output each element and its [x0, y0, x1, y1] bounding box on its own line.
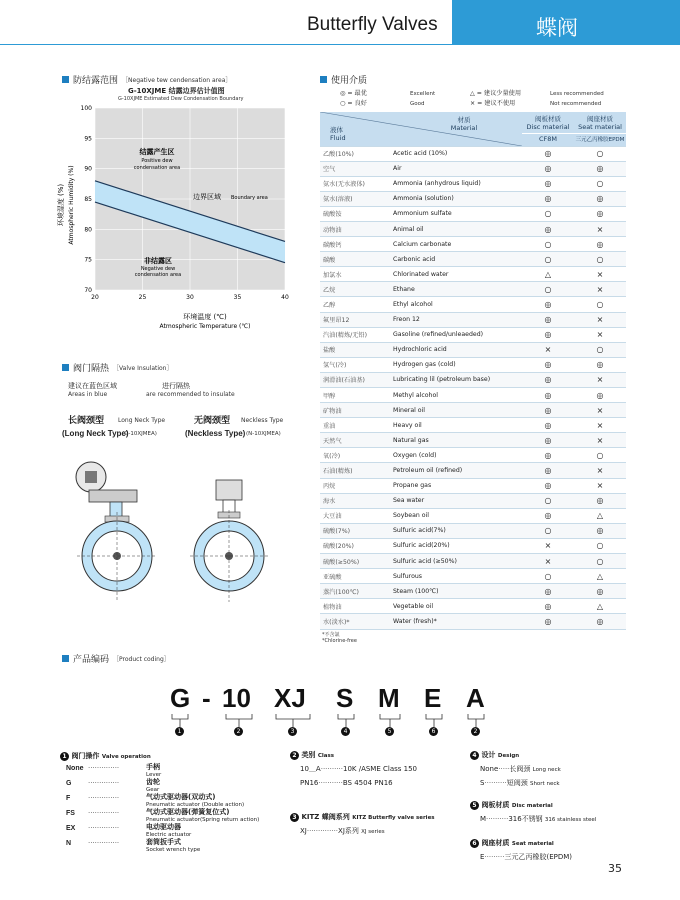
- fluid-name-en: Soybean oil: [390, 508, 522, 523]
- list-item: None ·············· 手柄 Lever: [66, 763, 162, 778]
- operation-code: N: [66, 840, 72, 847]
- disc-rating: ○: [522, 206, 574, 221]
- table-row: [320, 403, 626, 418]
- y-tick-label: 90: [84, 165, 92, 173]
- fluid-name-en: Freon 12: [390, 312, 522, 327]
- list-item: FS ·············· 气动式驱动器(弹簧复位式) Pneumatic actuator(Spring return action): [66, 808, 260, 823]
- operation-code: FS: [66, 810, 75, 817]
- disc-rating: ◎: [522, 191, 574, 206]
- ylabel-cn: 环境湿度 (%): [57, 183, 65, 227]
- fluid-name-en: Ethyl alcohol: [390, 297, 522, 312]
- seat-rating: ×: [574, 267, 626, 282]
- y-tick-label: 85: [84, 196, 92, 203]
- y-tick-label: 70: [84, 287, 92, 294]
- y-tick-label: 100: [80, 105, 92, 112]
- media-table: [320, 112, 626, 630]
- fluid-name-cn: 乙醇: [320, 297, 390, 312]
- fluid-name-cn: 硫酸(≥50%): [320, 554, 390, 569]
- fluid-name-en: Sulfuric acid(7%): [390, 523, 522, 538]
- fluid-name-cn: 甲醇: [320, 388, 390, 403]
- fluid-name-cn: 氨水(溶液): [320, 191, 390, 206]
- long-neck-valve-drawing: [55, 450, 165, 620]
- section-square-icon: [62, 655, 69, 662]
- footnote-cn: *不含氯: [322, 632, 340, 638]
- insulate-cn: 进行隔热: [162, 382, 190, 390]
- blue-area-cn: 建议在蓝色区域: [68, 382, 117, 390]
- region-negative-en2: condensation area: [134, 272, 182, 278]
- chart-title-cn: G-10XJME 结露边界估计值图: [128, 87, 225, 95]
- disc-rating: ×: [522, 342, 574, 357]
- table-row: [320, 388, 626, 403]
- region-negative-en1: Negative dew: [140, 266, 176, 272]
- disc-rating: ○: [522, 237, 574, 252]
- seat-material-header: 阀座材质 Seat material 三元乙丙橡胶EPDM: [574, 112, 626, 146]
- seat-rating: ◎: [574, 493, 626, 508]
- operation-en: Pneumatic actuator (Double action): [146, 802, 245, 808]
- region-negative-cn: 非结露区: [144, 257, 172, 265]
- operation-en: Electric actuator: [146, 832, 192, 838]
- fluid-name-en: Petroleum oil (refined): [390, 463, 522, 478]
- operation-cn: 电动驱动器: [146, 823, 181, 831]
- disc-rating: ×: [522, 538, 574, 553]
- fluid-name-cn: 植物油: [320, 599, 390, 614]
- seat-material-row: E·········三元乙丙橡胶(EPDM): [480, 853, 573, 861]
- fluid-name-en: Acetic acid (10%): [390, 146, 522, 161]
- seat-rating: ×: [574, 433, 626, 448]
- fluid-name-cn: 空气: [320, 161, 390, 176]
- table-row: [320, 161, 626, 176]
- class-row-pn16: PN16···········BS 4504 PN16: [300, 779, 393, 787]
- fluid-name-en: Chlorinated water: [390, 267, 522, 282]
- table-row: [320, 433, 626, 448]
- fluid-name-en: Calcium carbonate: [390, 237, 522, 252]
- fluid-name-en: Ammonia (anhydrous liquid): [390, 176, 522, 191]
- fluid-name-en: Oxygen (cold): [390, 448, 522, 463]
- table-row: [320, 584, 626, 599]
- table-row: [320, 372, 626, 387]
- fluid-name-cn: 蒸汽(100℃): [320, 584, 390, 599]
- fluid-name-cn: 氨水(无水液体): [320, 176, 390, 191]
- operation-code: EX: [66, 825, 76, 832]
- fluid-name-cn: 汽油(精炼/无铅): [320, 327, 390, 342]
- series-row: XJ··············XJ系列 XJ series: [300, 827, 385, 835]
- header-title: Butterfly Valves: [307, 14, 438, 35]
- code-letter-10: 10: [222, 683, 251, 713]
- operation-en: Pneumatic actuator(Spring return action): [146, 817, 260, 823]
- code-letter-s: S: [336, 683, 354, 713]
- table-row: [320, 252, 626, 267]
- disc-rating: ×: [522, 554, 574, 569]
- disc-rating: ◎: [522, 297, 574, 312]
- disc-rating: ○: [522, 282, 574, 297]
- disc-rating: ◎: [522, 599, 574, 614]
- fluid-name-en: Carbonic acid: [390, 252, 522, 267]
- class-title: 2 类别 Class: [290, 751, 334, 761]
- code-dash: -: [202, 683, 211, 713]
- seat-rating: ○: [574, 176, 626, 191]
- disc-material-row: M··········316不锈钢 316 stainless steel: [480, 815, 597, 823]
- operation-cn: 手柄: [146, 763, 160, 771]
- xlabel-en: Atmospheric Temperature (℃): [159, 323, 251, 330]
- x-tick-label: 30: [186, 294, 194, 301]
- seat-rating: ◎: [574, 388, 626, 403]
- table-row: [320, 191, 626, 206]
- footnote-en: *Chlorine-free: [322, 638, 357, 644]
- operation-en: Socket wrench type: [146, 847, 201, 853]
- disc-rating: ◎: [522, 463, 574, 478]
- seat-rating: ○: [574, 448, 626, 463]
- disc-rating: ◎: [522, 584, 574, 599]
- xlabel-cn: 环境温度 (℃): [183, 313, 227, 321]
- fluid-name-en: Ethane: [390, 282, 522, 297]
- disc-rating: ◎: [522, 403, 574, 418]
- table-row: [320, 312, 626, 327]
- page-number: 35: [608, 862, 622, 875]
- fluid-name-cn: 润滑油(石油基): [320, 372, 390, 387]
- fluid-name-cn: 海水: [320, 493, 390, 508]
- insulate-en: are recommended to insulate: [146, 391, 235, 398]
- long-neck-cn: 长阀颈型: [68, 416, 105, 426]
- disc-rating: ◎: [522, 388, 574, 403]
- table-row: [320, 221, 626, 236]
- fluid-name-en: Heavy oil: [390, 418, 522, 433]
- operation-en: Lever: [146, 772, 162, 778]
- fluid-name-en: Vegetable oil: [390, 599, 522, 614]
- y-tick-label: 80: [84, 226, 92, 234]
- operation-en: Gear: [146, 787, 160, 793]
- fluid-name-cn: 氧(冷): [320, 448, 390, 463]
- table-row: [320, 267, 626, 282]
- neckless-en-small: Neckless Type: [241, 417, 284, 424]
- x-tick-label: 25: [138, 294, 147, 301]
- chart-title-en: G-10XJME Estimated Dew Condensation Boundary: [118, 96, 244, 102]
- disc-rating: ○: [522, 493, 574, 508]
- table-header-row: [320, 112, 626, 146]
- fluid-name-cn: 碳酸: [320, 252, 390, 267]
- fluid-name-cn: 矿物油: [320, 403, 390, 418]
- table-row: [320, 523, 626, 538]
- fluid-name-cn: 盐酸: [320, 342, 390, 357]
- design-title: 4 设计 Design: [470, 751, 519, 761]
- fluid-name-cn: 硫酸铵: [320, 206, 390, 221]
- table-row: [320, 478, 626, 493]
- disc-rating: ◎: [522, 146, 574, 161]
- fluid-name-cn: 大豆油: [320, 508, 390, 523]
- table-row: [320, 297, 626, 312]
- long-neck-en-small: Long Neck Type: [118, 417, 166, 424]
- operation-code: G: [66, 780, 72, 787]
- table-row: [320, 569, 626, 584]
- fluid-name-en: Ammonia (solution): [390, 191, 522, 206]
- table-row: [320, 493, 626, 508]
- valve-operation-title: 1 阀门操作 Valve operation: [60, 752, 151, 762]
- condensation-chart: [55, 100, 305, 340]
- section-square-icon: [320, 76, 327, 83]
- neckless-cn: 无阀颈型: [194, 416, 231, 426]
- series-title: 3 KITZ 蝶阀系列 KITZ Butterfly valve series: [290, 813, 435, 823]
- neckless-en: (Neckless Type): [185, 429, 246, 438]
- seat-rating: ◎: [574, 614, 626, 629]
- code-letter-e: E: [424, 683, 442, 713]
- seat-rating: ○: [574, 554, 626, 569]
- x-tick-label: 40: [281, 294, 289, 301]
- fluid-name-cn: 氟里昂12: [320, 312, 390, 327]
- header-rule: [0, 44, 680, 45]
- fluid-name-cn: 乙酸(10%): [320, 146, 390, 161]
- table-row: [320, 614, 626, 629]
- seat-rating: ◎: [574, 161, 626, 176]
- x-tick-label: 20: [91, 294, 99, 301]
- fluid-name-cn: 石油(精炼): [320, 463, 390, 478]
- seat-rating: ×: [574, 478, 626, 493]
- list-item: EX ·············· 电动驱动器 Electric actuator: [66, 823, 192, 838]
- table-row: [320, 508, 626, 523]
- operation-cn: 齿轮: [146, 778, 160, 786]
- code-marker-5: 5: [385, 727, 394, 736]
- region-boundary-en: Boundary area: [231, 195, 268, 201]
- table-row: [320, 463, 626, 478]
- disc-rating: △: [522, 267, 574, 282]
- seat-rating: ×: [574, 463, 626, 478]
- region-boundary-cn: 边界区域: [193, 193, 221, 201]
- seat-rating: ×: [574, 282, 626, 297]
- seat-rating: ◎: [574, 191, 626, 206]
- disc-rating: ◎: [522, 448, 574, 463]
- seat-rating: ○: [574, 538, 626, 553]
- disc-rating: ◎: [522, 418, 574, 433]
- fluid-name-cn: 硫酸(20%): [320, 538, 390, 553]
- seat-rating: ×: [574, 372, 626, 387]
- fluid-name-en: Steam (100℃): [390, 584, 522, 599]
- fluid-name-cn: 加氯水: [320, 267, 390, 282]
- disc-rating: ○: [522, 252, 574, 267]
- table-row: [320, 237, 626, 252]
- code-brackets: [170, 712, 500, 736]
- table-row: [320, 538, 626, 553]
- fluid-name-en: Water (fresh)*: [390, 614, 522, 629]
- fluid-name-en: Sea water: [390, 493, 522, 508]
- fluid-name-en: Sulfuric acid(20%): [390, 538, 522, 553]
- fluid-name-en: Sulfuric acid (≥50%): [390, 554, 522, 569]
- condensation-heading: 防结露范围 ［Negative tew cendensation area］: [62, 73, 231, 86]
- seat-rating: ×: [574, 327, 626, 342]
- code-marker-6: 6: [429, 727, 438, 736]
- disc-rating: ◎: [522, 433, 574, 448]
- table-row: [320, 282, 626, 297]
- disc-rating: ◎: [522, 478, 574, 493]
- disc-rating: ◎: [522, 614, 574, 629]
- table-row: [320, 206, 626, 221]
- fluid-name-cn: 硫酸(7%): [320, 523, 390, 538]
- seat-rating: ○: [574, 146, 626, 161]
- seat-rating: △: [574, 508, 626, 523]
- fluid-name-en: Propane gas: [390, 478, 522, 493]
- fluid-name-cn: 乙烷: [320, 282, 390, 297]
- neckless-valve-drawing: [190, 470, 280, 620]
- list-item: N ·············· 套筒扳手式 Socket wrench type: [66, 838, 201, 853]
- fluid-name-en: Mineral oil: [390, 403, 522, 418]
- neckless-model: (N-10XJMEA): [246, 431, 281, 437]
- seat-rating: ◎: [574, 584, 626, 599]
- header-title-cn: 蝶阀: [452, 0, 680, 44]
- fluid-name-en: Ammonium sulfate: [390, 206, 522, 221]
- blue-area-en: Areas in blue: [68, 391, 108, 398]
- insulation-heading: 阀门隔热 ［Valve Insulation］: [62, 361, 173, 374]
- seat-rating: ◎: [574, 357, 626, 372]
- operation-cn: 套筒扳手式: [146, 838, 181, 846]
- y-tick-label: 95: [84, 135, 92, 143]
- table-row: [320, 357, 626, 372]
- seat-rating: ○: [574, 297, 626, 312]
- fluid-name-cn: 丙烷: [320, 478, 390, 493]
- media-legend: ◎ = 最优 Excellent △ = 建议少量使用 Less recommended ○ = 良好 Good × = 建议不使用 Not recommended: [340, 90, 604, 107]
- long-neck-model: (G-10XJMEA): [122, 431, 157, 437]
- disc-rating: ◎: [522, 508, 574, 523]
- seat-rating: △: [574, 599, 626, 614]
- region-positive-en1: Positive dew: [141, 158, 173, 164]
- list-item: F ·············· 气动式驱动器(双动式) Pneumatic actuator (Double action): [66, 793, 245, 808]
- fluid-name-cn: 氢气(冷): [320, 357, 390, 372]
- seat-material-title: 6 阀座材质 Seat material: [470, 839, 554, 849]
- x-tick-label: 35: [233, 294, 242, 301]
- seat-rating: ◎: [574, 206, 626, 221]
- list-item: G ·············· 齿轮 Gear: [66, 778, 160, 793]
- seat-rating: ○: [574, 342, 626, 357]
- table-row: [320, 176, 626, 191]
- fluid-name-en: Natural gas: [390, 433, 522, 448]
- disc-rating: ◎: [522, 327, 574, 342]
- table-row: [320, 448, 626, 463]
- code-marker-1: 1: [175, 727, 184, 736]
- disc-rating: ◎: [522, 161, 574, 176]
- coding-heading: 产品编码 ［Product coding］: [62, 652, 170, 665]
- fluid-name-en: Hydrochloric acid: [390, 342, 522, 357]
- class-row-10a: 10＿A··········10K /ASME Class 150: [300, 765, 417, 773]
- operation-cn: 气动式驱动器(弹簧复位式): [146, 808, 230, 816]
- fluid-name-cn: 重油: [320, 418, 390, 433]
- disc-rating: ◎: [522, 176, 574, 191]
- section-square-icon: [62, 364, 69, 371]
- table-row: [320, 327, 626, 342]
- design-row-none: None·····长阀颈 Long neck: [480, 765, 561, 773]
- seat-rating: ×: [574, 418, 626, 433]
- seat-rating: ×: [574, 312, 626, 327]
- fluid-name-cn: 亚硫酸: [320, 569, 390, 584]
- operation-code: F: [66, 795, 71, 802]
- code-letter-a: A: [466, 683, 485, 713]
- code-marker-7: 2: [471, 727, 480, 736]
- seat-rating: ×: [574, 403, 626, 418]
- seat-rating: ○: [574, 252, 626, 267]
- disc-rating: ◎: [522, 312, 574, 327]
- seat-rating: ◎: [574, 237, 626, 252]
- code-marker-2: 2: [234, 727, 243, 736]
- fluid-name-en: Air: [390, 161, 522, 176]
- code-string: [170, 683, 500, 713]
- code-marker-3: 3: [288, 727, 297, 736]
- valve-operation-list: [66, 764, 296, 854]
- fluid-name-cn: 天然气: [320, 433, 390, 448]
- code-letter-g: G: [170, 683, 191, 713]
- seat-rating: ×: [574, 221, 626, 236]
- seat-rating: △: [574, 569, 626, 584]
- media-heading: 使用介质: [320, 73, 367, 86]
- code-letter-m: M: [378, 683, 400, 713]
- fluid-name-en: Gasoline (refined/unleaeded): [390, 327, 522, 342]
- fluid-name-en: Animal oil: [390, 221, 522, 236]
- ylabel-en: Atmospheric Humidity (%): [68, 165, 75, 245]
- fluid-name-cn: 动物油: [320, 221, 390, 236]
- fluid-name-cn: 水(淡水)*: [320, 614, 390, 629]
- disc-rating: ◎: [522, 357, 574, 372]
- chart-svg: [55, 100, 305, 340]
- long-neck-en: (Long Neck Type): [62, 429, 129, 438]
- disc-rating: ◎: [522, 221, 574, 236]
- table-row: [320, 599, 626, 614]
- fluid-material-header: 材质 Material 液体 Fluid: [320, 112, 522, 146]
- fluid-name-en: Lubricating lil (petroleum base): [390, 372, 522, 387]
- table-row: [320, 418, 626, 433]
- code-letter-xj: XJ: [274, 683, 306, 713]
- table-row: [320, 146, 626, 161]
- code-marker-4: 4: [341, 727, 350, 736]
- fluid-name-en: Sulfurous: [390, 569, 522, 584]
- disc-material-title: 5 阀板材质 Disc material: [470, 801, 553, 811]
- fluid-name-en: Methyl alcohol: [390, 388, 522, 403]
- region-positive-en2: condensation area: [133, 165, 181, 171]
- region-positive-cn: 结露产生区: [139, 148, 175, 156]
- disc-rating: ○: [522, 569, 574, 584]
- disc-material-header: 阀板材质 Disc material CF8M: [522, 112, 574, 146]
- disc-rating: ◎: [522, 372, 574, 387]
- table-row: [320, 342, 626, 357]
- section-square-icon: [62, 76, 69, 83]
- y-tick-label: 75: [84, 256, 92, 264]
- table-row: [320, 554, 626, 569]
- disc-rating: ○: [522, 523, 574, 538]
- media-table-body: [320, 146, 626, 629]
- operation-cn: 气动式驱动器(双动式): [146, 793, 216, 801]
- fluid-name-en: Hydrogen gas (cold): [390, 357, 522, 372]
- design-row-s: S··········短阀颈 Short neck: [480, 779, 560, 787]
- seat-rating: ◎: [574, 523, 626, 538]
- operation-code: None: [66, 765, 84, 772]
- fluid-name-cn: 碳酸钙: [320, 237, 390, 252]
